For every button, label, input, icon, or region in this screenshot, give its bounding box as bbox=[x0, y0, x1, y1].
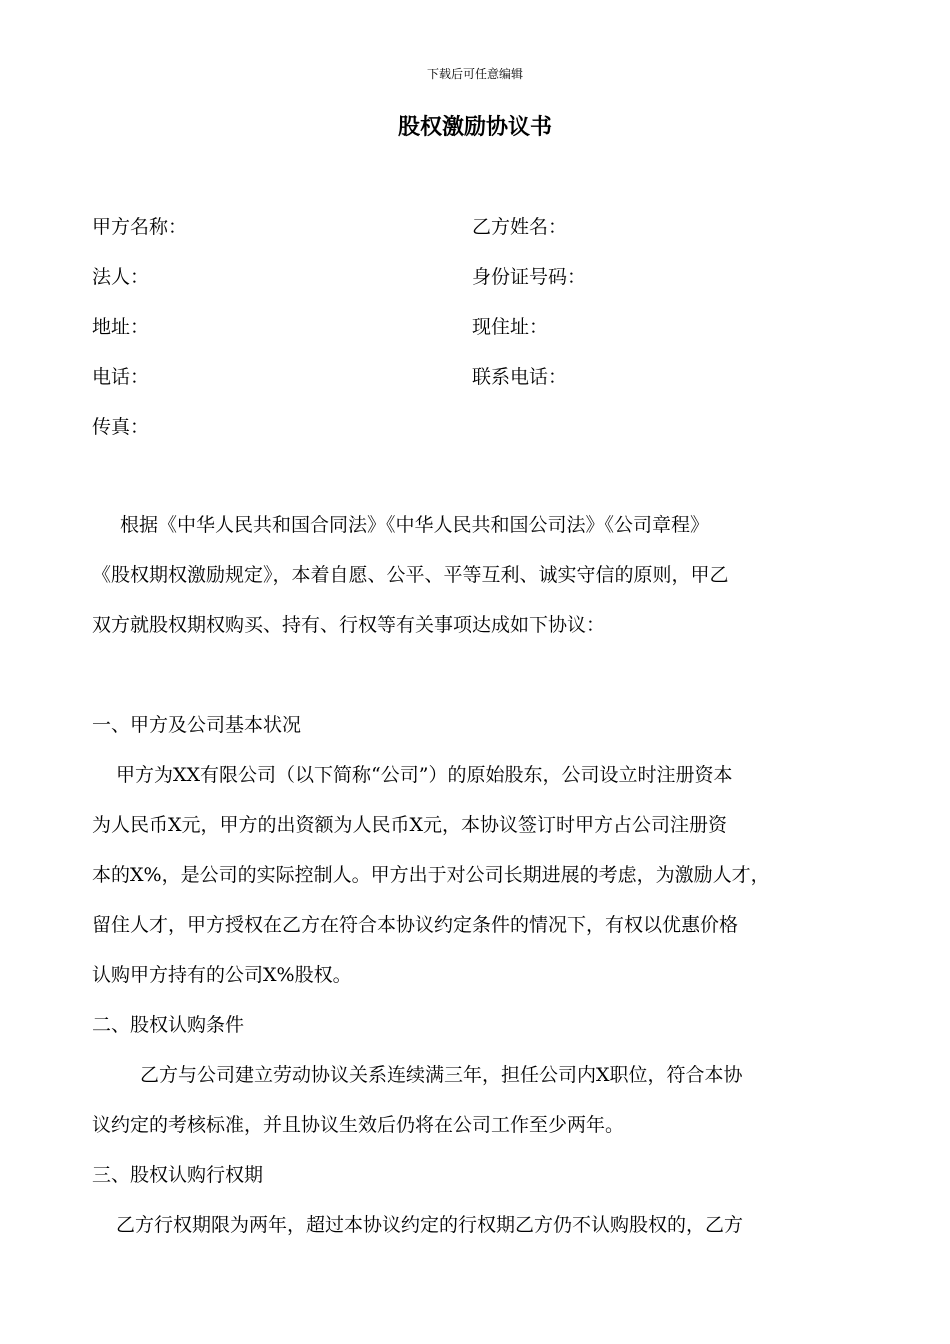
party-a-name-label: 甲方名称： bbox=[92, 216, 188, 238]
party-a-address-label: 地址： bbox=[92, 316, 150, 338]
party-a-phone-label: 电话： bbox=[92, 366, 150, 388]
section-2-line: 乙方与公司建立劳动协议关系连续满三年，担任公司内X职位，符合本协 bbox=[140, 1064, 743, 1086]
section-1-line: 为人民币X元，甲方的出资额为人民币X元，本协议签订时甲方占公司注册资 bbox=[92, 814, 728, 836]
section-2-heading: 二、股权认购条件 bbox=[92, 1014, 245, 1036]
intro-line: 根据《中华人民共和国合同法》《中华人民共和国公司法》《公司章程》 bbox=[120, 514, 710, 536]
party-a-legal-rep-label: 法人： bbox=[92, 266, 150, 288]
party-a-fax-label: 传真： bbox=[92, 416, 150, 438]
party-b-id-number-label: 身份证号码： bbox=[472, 266, 587, 288]
section-1-line: 本的X%，是公司的实际控制人。甲方出于对公司长期进展的考虑，为激励人才， bbox=[92, 864, 770, 886]
section-3-line: 乙方行权期限为两年，超过本协议约定的行权期乙方仍不认购股权的，乙方 bbox=[116, 1214, 744, 1236]
party-b-phone-label: 联系电话： bbox=[472, 366, 568, 388]
intro-line: 《股权期权激励规定》，本着自愿、公平、平等互利、诚实守信的原则，甲乙 bbox=[92, 564, 729, 586]
section-1-line: 认购甲方持有的公司X%股权。 bbox=[92, 964, 352, 986]
party-b-address-label: 现住址： bbox=[472, 316, 549, 338]
section-2-line: 议约定的考核标准，并且协议生效后仍将在公司工作至少两年。 bbox=[92, 1114, 625, 1136]
intro-line: 双方就股权期权购买、持有、行权等有关事项达成如下协议： bbox=[92, 614, 606, 636]
header-note: 下载后可任意编辑 bbox=[426, 67, 523, 81]
section-1-heading: 一、甲方及公司基本状况 bbox=[92, 714, 302, 736]
party-b-name-label: 乙方姓名： bbox=[472, 216, 568, 238]
document-title: 股权激励协议书 bbox=[397, 114, 552, 140]
section-3-heading: 三、股权认购行权期 bbox=[92, 1164, 264, 1186]
section-1-line: 甲方为XX有限公司（以下简称“公司”）的原始股东，公司设立时注册资本 bbox=[116, 764, 733, 786]
section-1-line: 留住人才，甲方授权在乙方在符合本协议约定条件的情况下，有权以优惠价格 bbox=[92, 914, 739, 936]
